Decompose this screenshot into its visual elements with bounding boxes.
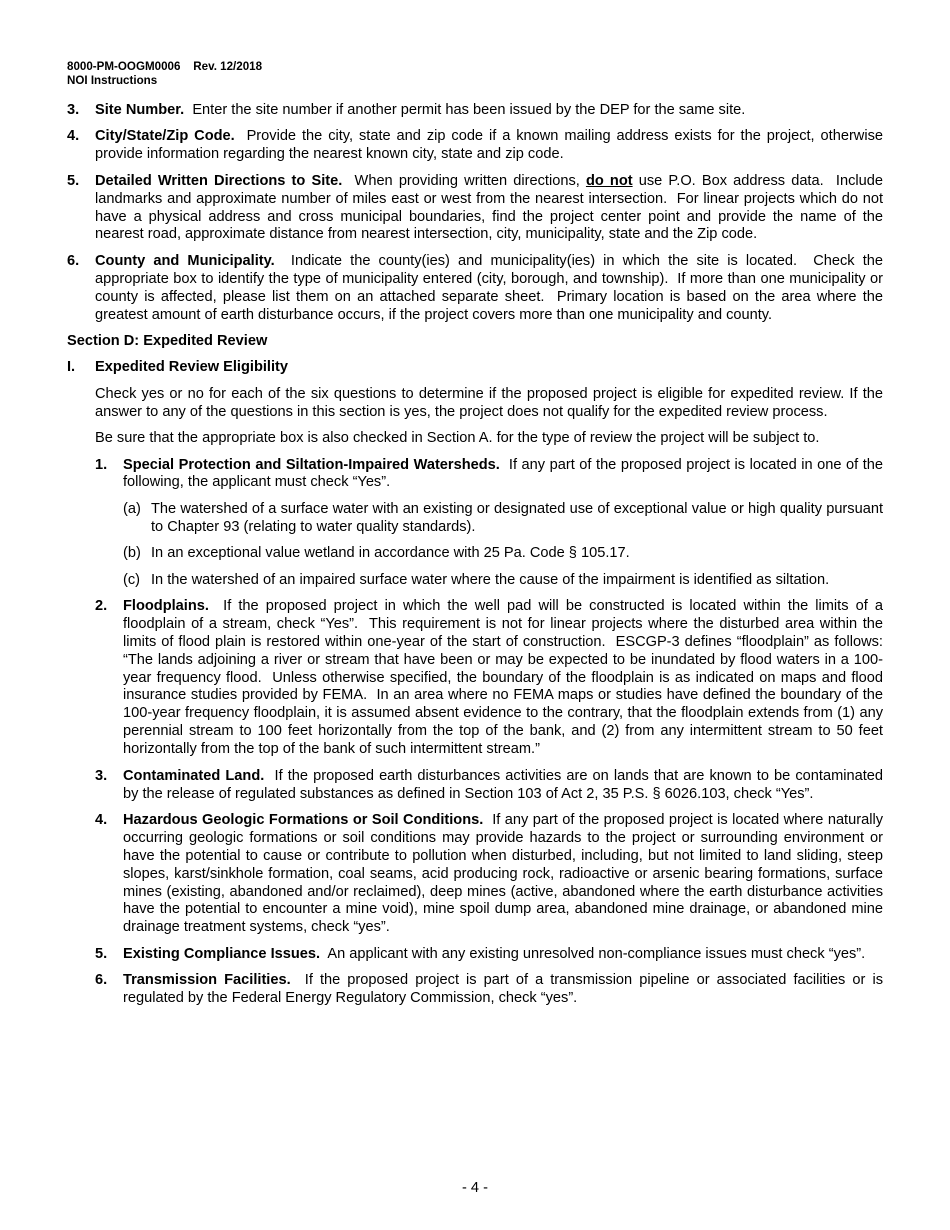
subsection-title: Expedited Review Eligibility	[95, 359, 289, 376]
question-number: 1.	[95, 456, 108, 473]
question-item	[95, 811, 888, 937]
document-body	[67, 102, 892, 1016]
sub-item-label: (c)	[123, 571, 141, 588]
question-text: If any part of the proposed project is located in one of the following, the applicant must check “Yes”.	[123, 456, 888, 491]
sub-item-label: (a)	[123, 500, 141, 517]
item-directions: 5. Detailed Written Directions to Site. When providing written directions, do not use P.O. Box address data. Include landmarks and approximate number of miles east or west from the nearest intersection. For linear projects which do not have a physical address and cross municipal boundaries, find the project center point and provide the name of the nearest road, approximate distance from nearest intersection, city, municipality, state and the Zip code.	[67, 172, 888, 243]
question-text: If the proposed earth disturbances activities are on lands that are known to be contaminated by the release of regulated substances as defined in Section 103 of Act 2, 35 P.S. § 6026.103, check “Yes”.	[123, 767, 888, 802]
question-title: Existing Compliance Issues.	[123, 945, 321, 962]
item-text: Provide the city, state and zip code if a known mailing address exists for the project, otherwise provide information regarding the nearest known city, state and zip code.	[95, 128, 888, 163]
question-text: If the proposed project in which the well pad will be constructed is located within the limits of a floodplain of a stream, check “Yes”. This requirement is not for linear projects where the disturbed area within the limits of flood plain is restored within one-year of the start of construction. ESCGP-3 defines “floodplain” as follows: “The lands adjoining a river or stream that have been or may be expected to be inundated by flood waters in a 100-year frequency flood. Unless otherwise specified, the boundary of the floodplain is as indicated on maps and flood insurance studies provided by FEMA. In an area where no FEMA maps or studies have defined the boundary of the 100-year frequency floodplain, it is assumed absent evidence to the contrary, that the floodplain extends from (1) any perennial stream to 100 feet horizontally from the top of the bank, and (2) from any intermittent stream to 50 feet horizontally from the top of the bank of such intermittent stream.”	[123, 597, 892, 758]
item-title: Site Number	[95, 102, 181, 118]
question-title: Floodplains.	[123, 597, 209, 614]
item-title: County and Municipality.	[95, 252, 275, 269]
item-city-state-zip	[67, 128, 888, 164]
subsection-number: I.	[67, 359, 76, 376]
doc-title: NOI Instructions	[67, 74, 158, 88]
question-number: 2.	[95, 597, 108, 614]
sub-item	[123, 501, 883, 537]
sub-item-text: The watershed of a surface water with an existing or designated use of exceptional value or high quality pursuant to Chapter 93 (relating to water quality standards).	[151, 500, 883, 535]
sub-item-text: In an exceptional value wetland in accordance with 25 Pa. Code § 105.17.	[151, 545, 630, 562]
question-title: Hazardous Geologic Formations or Soil Conditions.	[123, 811, 484, 828]
sub-item	[123, 545, 883, 563]
question-number: 4.	[95, 811, 108, 828]
question-number: 3.	[95, 767, 108, 784]
item-number: 3.	[67, 102, 80, 118]
question-title: Transmission Facilities.	[123, 972, 291, 989]
section-heading: Section D: Expedited Review	[67, 332, 268, 349]
question-item	[95, 456, 888, 493]
item-number: 6.	[67, 252, 80, 269]
item-number: 4.	[67, 128, 80, 145]
intro-paragraph: Be sure that the appropriate box is also checked in Section A. for the type of review the project will be subject to.	[95, 430, 820, 447]
item-text: Indicate the county(ies) and municipality(ies) in which the site is located. Check the appropriate box to identify the type of municipality entered (city, borough, and township). If more than one municipality or county is affected, please list them on an attached separate sheet. Primary location is based on the area where the greatest amount of earth disturbance occurs, if the project covers more than one municipality and county.	[95, 252, 888, 323]
question-item	[95, 597, 892, 759]
intro-paragraph: Check yes or no for each of the six questions to determine if the proposed project is eligible for expedited review. If the answer to any of the questions in this section is yes, the project does not qualify for the expedited review process.	[95, 385, 883, 420]
item-county-municipality	[67, 252, 888, 325]
emphasis-do-not: do not	[585, 172, 633, 189]
question-number: 5.	[95, 945, 108, 962]
item-text: Enter the site number if another permit has been issued by the DEP for the same site.	[184, 102, 746, 118]
item-title: City/State/Zip Code.	[95, 128, 235, 145]
doc-number: 8000-PM-OOGM0006 Rev. 12/2018	[67, 60, 263, 73]
sub-item-text: In the watershed of an impaired surface water where the cause of the impairment is identified as siltation.	[151, 571, 830, 588]
question-title: Contaminated Land.	[123, 767, 265, 784]
sub-item-label: (b)	[123, 545, 141, 562]
page-number: - 4 -	[462, 1180, 488, 1196]
question-text: If any part of the proposed project is located where naturally occurring geologic formations or soil conditions may provide hazards to the project or surrounding environment or have the potential to cause or contribute to pollution when disturbed, including, but not limited to land sliding, steep slopes, karst/sinkhole formation, coal seams, acid producing rock, radioactive or arsenic bearing formations, surface mines (existing, abandoned and/or reclaimed), deep mines (active, abandoned where the earth disturbance activities have the potential to encounter a mine void), mine spoil dump area, abandoned mine drainage, or abandoned mine drainage treatment systems, check “yes”.	[123, 811, 888, 936]
question-number: 6.	[95, 972, 108, 989]
question-item	[95, 946, 883, 964]
subsection-heading	[67, 359, 883, 377]
question-item	[95, 972, 888, 1008]
document-header	[67, 60, 262, 89]
question-title: Special Protection and Siltation-Impaired Watersheds.	[123, 456, 500, 473]
question-text: An applicant with any existing unresolved non-compliance issues must check “yes”.	[320, 945, 866, 962]
item-number: 5.	[67, 172, 80, 189]
sub-item	[123, 572, 883, 590]
item-site-number: 3. Site Number. Enter the site number if another permit has been issued by the DEP for the same site.	[67, 102, 746, 118]
item-title: Detailed Written Directions to Site.	[95, 172, 343, 189]
question-item	[95, 767, 888, 804]
question-text: If the proposed project is part of a transmission pipeline or associated facilities or is regulated by the Federal Energy Regulatory Commission, check “yes”.	[123, 972, 888, 1007]
